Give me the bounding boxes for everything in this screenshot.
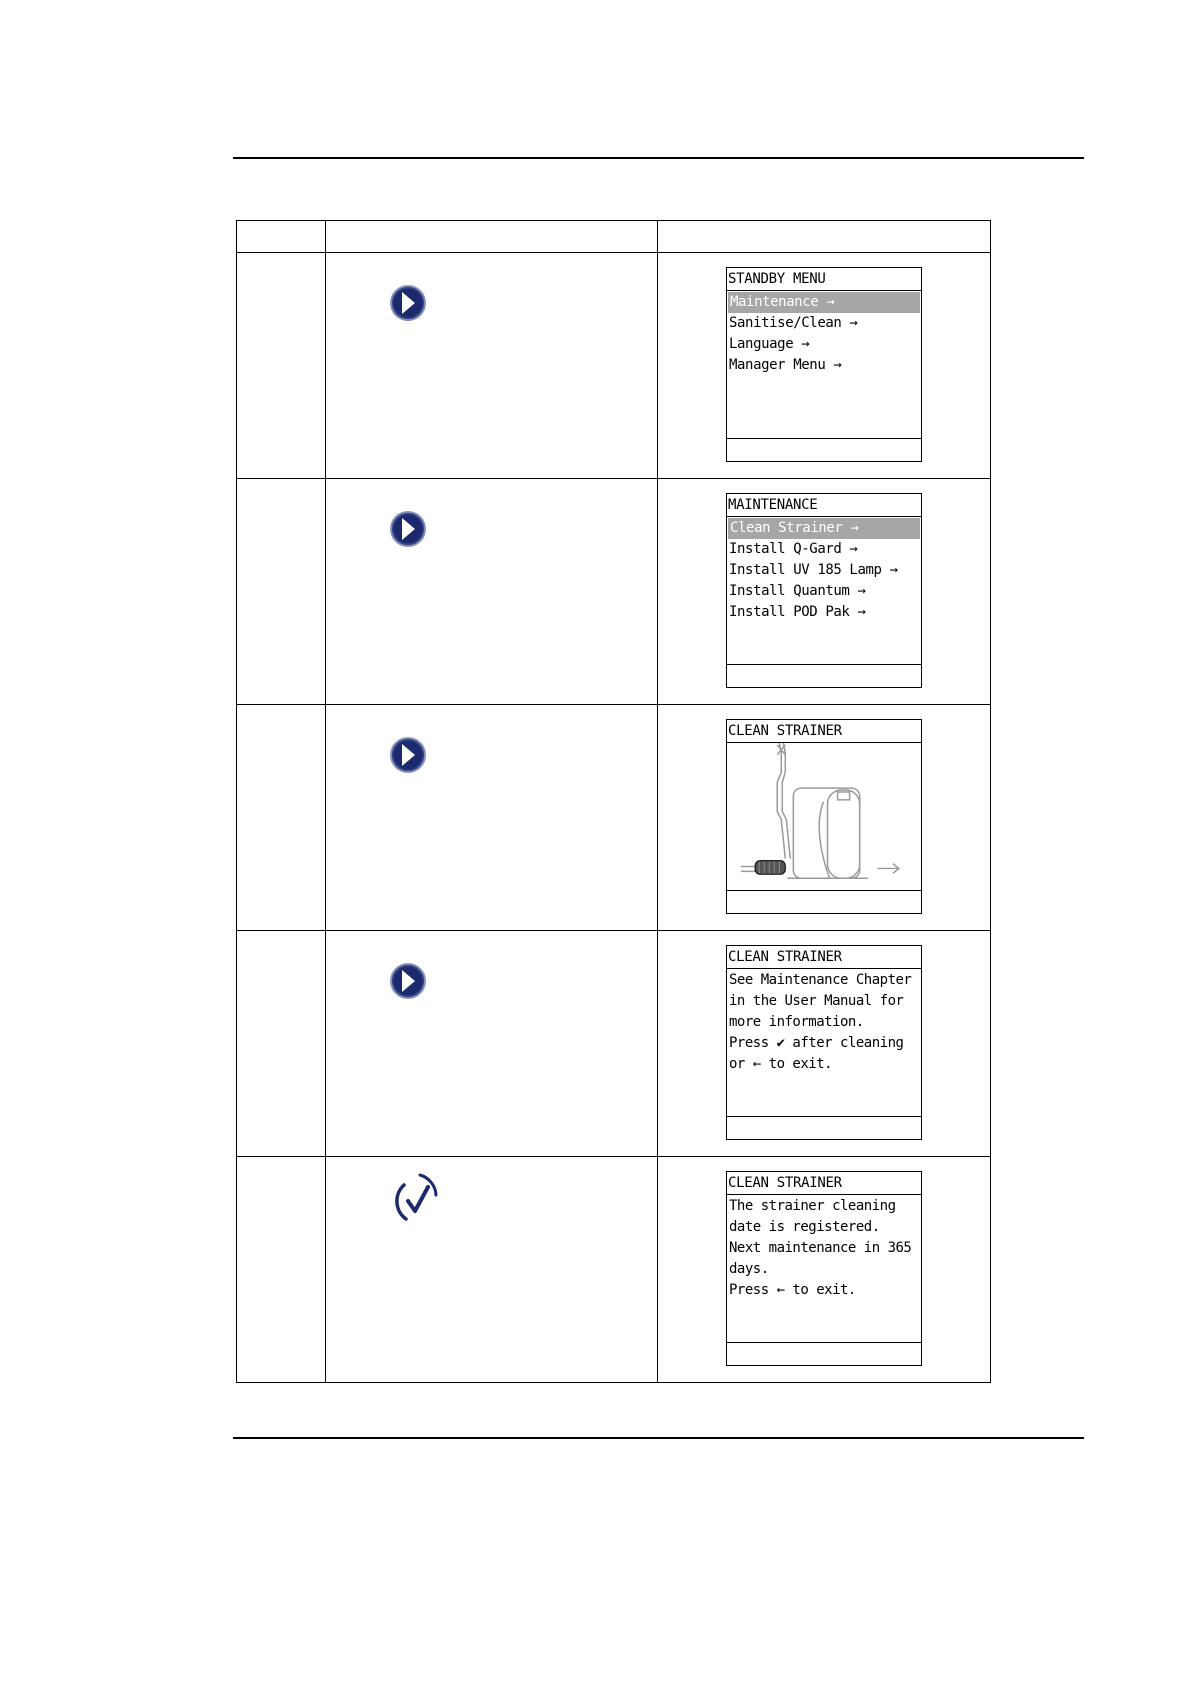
menu-item-manager-menu[interactable]: Manager Menu → bbox=[729, 357, 842, 373]
lcd-title: CLEAN STRAINER bbox=[727, 720, 921, 743]
bottom-rule bbox=[233, 1437, 1084, 1439]
lcd-menu bbox=[727, 291, 921, 438]
table-row bbox=[237, 479, 991, 705]
header-cell-action bbox=[326, 221, 658, 253]
menu-item-clean-strainer[interactable]: Clean Strainer → bbox=[728, 518, 920, 539]
step-number-cell bbox=[237, 1157, 326, 1383]
lcd-message bbox=[727, 969, 921, 1116]
action-cell bbox=[326, 705, 658, 931]
lcd-message-text: The strainer cleaning date is registered. Next maintenance in 365 days. Press ← to exit. bbox=[729, 1198, 912, 1298]
display-cell bbox=[658, 705, 991, 931]
menu-item-install-quantum[interactable]: Install Quantum → bbox=[729, 583, 866, 599]
lcd-footer bbox=[727, 438, 921, 461]
lcd-illustration bbox=[727, 743, 921, 890]
table-header-row bbox=[237, 221, 991, 253]
menu-item-install-uv-lamp[interactable]: Install UV 185 Lamp → bbox=[729, 562, 898, 578]
top-rule bbox=[233, 157, 1084, 159]
display-cell bbox=[658, 931, 991, 1157]
action-cell bbox=[326, 253, 658, 479]
menu-item-install-pod-pak[interactable]: Install POD Pak → bbox=[729, 604, 866, 620]
menu-item-install-q-gard[interactable]: Install Q-Gard → bbox=[729, 541, 858, 557]
lcd-screen bbox=[726, 1171, 922, 1366]
step-number-cell bbox=[237, 705, 326, 931]
lcd-footer bbox=[727, 1116, 921, 1139]
step-number-cell bbox=[237, 253, 326, 479]
strainer-unit-illustration bbox=[727, 743, 921, 890]
lcd-screen bbox=[726, 719, 922, 914]
lcd-menu bbox=[727, 517, 921, 664]
lcd-footer bbox=[727, 664, 921, 687]
table-row bbox=[237, 253, 991, 479]
menu-item-maintenance[interactable]: Maintenance → bbox=[728, 292, 920, 313]
menu-item-language[interactable]: Language → bbox=[729, 336, 810, 352]
table-row bbox=[237, 1157, 991, 1383]
table-row bbox=[237, 705, 991, 931]
step-number-cell bbox=[237, 479, 326, 705]
display-cell bbox=[658, 1157, 991, 1383]
lcd-footer bbox=[727, 1342, 921, 1365]
right-arrow-button-icon[interactable] bbox=[388, 509, 428, 549]
lcd-title: CLEAN STRAINER bbox=[727, 946, 921, 969]
lcd-message bbox=[727, 1195, 921, 1342]
lcd-screen bbox=[726, 945, 922, 1140]
right-arrow-button-icon[interactable] bbox=[388, 735, 428, 775]
lcd-screen bbox=[726, 493, 922, 688]
lcd-title: STANDBY MENU bbox=[727, 268, 921, 291]
action-cell bbox=[326, 1157, 658, 1383]
action-cell bbox=[326, 479, 658, 705]
right-arrow-button-icon[interactable] bbox=[388, 283, 428, 323]
header-cell-step bbox=[237, 221, 326, 253]
lcd-title: CLEAN STRAINER bbox=[727, 1172, 921, 1195]
table-row bbox=[237, 931, 991, 1157]
lcd-title: MAINTENANCE bbox=[727, 494, 921, 517]
display-cell bbox=[658, 253, 991, 479]
lcd-screen bbox=[726, 267, 922, 462]
lcd-message-text: See Maintenance Chapter in the User Manual for more information. Press ✔ after cleaning or ← to exit. bbox=[729, 972, 912, 1072]
check-button-icon[interactable] bbox=[388, 1167, 444, 1227]
procedure-table bbox=[236, 220, 991, 1383]
action-cell bbox=[326, 931, 658, 1157]
step-number-cell bbox=[237, 931, 326, 1157]
menu-item-sanitise-clean[interactable]: Sanitise/Clean → bbox=[729, 315, 858, 331]
lcd-footer bbox=[727, 890, 921, 913]
right-arrow-button-icon[interactable] bbox=[388, 961, 428, 1001]
header-cell-display bbox=[658, 221, 991, 253]
display-cell bbox=[658, 479, 991, 705]
